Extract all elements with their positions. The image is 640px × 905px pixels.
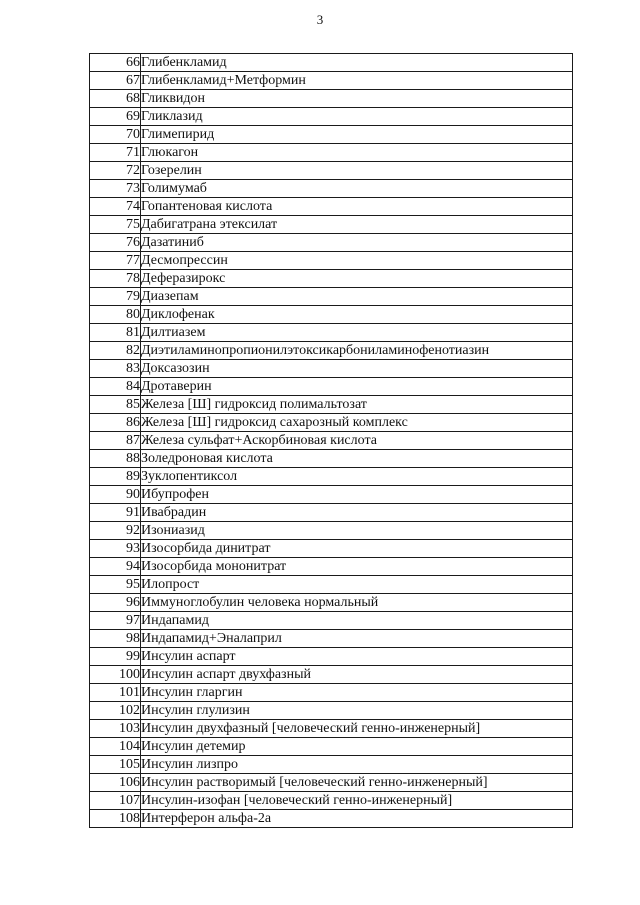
table-row: [90, 414, 573, 432]
table-row: [90, 792, 573, 810]
table-row: [90, 360, 573, 378]
drug-name: Гликлазид: [141, 108, 573, 126]
row-number: 71: [90, 144, 141, 162]
drug-name: Дазатиниб: [141, 234, 573, 252]
row-number: 92: [90, 522, 141, 540]
row-number: 76: [90, 234, 141, 252]
table-row: [90, 54, 573, 72]
row-number: 66: [90, 54, 141, 72]
table-row: [90, 810, 573, 828]
table-row: [90, 504, 573, 522]
drug-name: Изосорбида динитрат: [141, 540, 573, 558]
drug-name: Инсулин детемир: [141, 738, 573, 756]
table-row: [90, 738, 573, 756]
row-number: 85: [90, 396, 141, 414]
table-row: [90, 684, 573, 702]
drug-name: Голимумаб: [141, 180, 573, 198]
drug-name: Дилтиазем: [141, 324, 573, 342]
table-row: [90, 486, 573, 504]
page-number: 3: [316, 12, 324, 27]
drug-name: Илопрост: [141, 576, 573, 594]
drug-name: Интерферон альфа-2а: [141, 810, 573, 828]
drug-name: Золедроновая кислота: [141, 450, 573, 468]
drug-name: Диазепам: [141, 288, 573, 306]
table-row: [90, 288, 573, 306]
row-number: 93: [90, 540, 141, 558]
table-row: [90, 666, 573, 684]
table-row: [90, 450, 573, 468]
drug-name: Инсулин аспарт двухфазный: [141, 666, 573, 684]
row-number: 68: [90, 90, 141, 108]
table-row: [90, 756, 573, 774]
drug-name: Инсулин лизпро: [141, 756, 573, 774]
drug-name: Инсулин растворимый [человеческий генно-инженерный]: [141, 774, 573, 792]
drug-name: Индапамид: [141, 612, 573, 630]
row-number: 96: [90, 594, 141, 612]
drug-name: Диклофенак: [141, 306, 573, 324]
table-row: [90, 108, 573, 126]
table-row: [90, 72, 573, 90]
drug-name: Инсулин гларгин: [141, 684, 573, 702]
drug-name: Инсулин двухфазный [человеческий генно-инженерный]: [141, 720, 573, 738]
drug-name: Дротаверин: [141, 378, 573, 396]
row-number: 84: [90, 378, 141, 396]
row-number: 90: [90, 486, 141, 504]
drug-name: Зуклопентиксол: [141, 468, 573, 486]
row-number: 75: [90, 216, 141, 234]
drug-name: Инсулин аспарт: [141, 648, 573, 666]
row-number: 73: [90, 180, 141, 198]
row-number: 107: [90, 792, 141, 810]
drug-name: Железа сульфат+Аскорбиновая кислота: [141, 432, 573, 450]
table-row: [90, 252, 573, 270]
row-number: 98: [90, 630, 141, 648]
row-number: 87: [90, 432, 141, 450]
row-number: 77: [90, 252, 141, 270]
drug-name: Деферазирокс: [141, 270, 573, 288]
drug-name: Железа [Ш] гидроксид полимальтозат: [141, 396, 573, 414]
drug-table: [89, 53, 573, 828]
row-number: 94: [90, 558, 141, 576]
drug-name: Гопантеновая кислота: [141, 198, 573, 216]
drug-name: Иммуноглобулин человека нормальный: [141, 594, 573, 612]
row-number: 97: [90, 612, 141, 630]
table-row: [90, 198, 573, 216]
row-number: 91: [90, 504, 141, 522]
row-number: 88: [90, 450, 141, 468]
row-number: 74: [90, 198, 141, 216]
table-row: [90, 306, 573, 324]
table-row: [90, 648, 573, 666]
table-row: [90, 396, 573, 414]
table-row: [90, 180, 573, 198]
table-row: [90, 90, 573, 108]
table-row: [90, 630, 573, 648]
row-number: 106: [90, 774, 141, 792]
table-row: [90, 720, 573, 738]
table-row: [90, 342, 573, 360]
drug-name: Глюкагон: [141, 144, 573, 162]
row-number: 80: [90, 306, 141, 324]
table-row: [90, 612, 573, 630]
row-number: 82: [90, 342, 141, 360]
row-number: 81: [90, 324, 141, 342]
row-number: 83: [90, 360, 141, 378]
row-number: 101: [90, 684, 141, 702]
table-row: [90, 594, 573, 612]
table-row: [90, 774, 573, 792]
table-row: [90, 126, 573, 144]
table-row: [90, 558, 573, 576]
drug-name: Индапамид+Эналаприл: [141, 630, 573, 648]
table-body: [90, 54, 573, 828]
row-number: 108: [90, 810, 141, 828]
table-row: [90, 144, 573, 162]
drug-name: Железа [Ш] гидроксид сахарозный комплекс: [141, 414, 573, 432]
drug-name: Ибупрофен: [141, 486, 573, 504]
table-row: [90, 270, 573, 288]
table-row: [90, 378, 573, 396]
row-number: 69: [90, 108, 141, 126]
drug-name: Глибенкламид+Метформин: [141, 72, 573, 90]
row-number: 99: [90, 648, 141, 666]
drug-name: Глимепирид: [141, 126, 573, 144]
drug-name: Изосорбида мононитрат: [141, 558, 573, 576]
row-number: 95: [90, 576, 141, 594]
table-row: [90, 468, 573, 486]
row-number: 67: [90, 72, 141, 90]
row-number: 72: [90, 162, 141, 180]
drug-name: Ивабрадин: [141, 504, 573, 522]
drug-name: Инсулин-изофан [человеческий генно-инженерный]: [141, 792, 573, 810]
row-number: 102: [90, 702, 141, 720]
drug-name: Дабигатрана этексилат: [141, 216, 573, 234]
drug-name: Инсулин глулизин: [141, 702, 573, 720]
row-number: 86: [90, 414, 141, 432]
table-row: [90, 522, 573, 540]
row-number: 78: [90, 270, 141, 288]
row-number: 105: [90, 756, 141, 774]
table-row: [90, 162, 573, 180]
table-row: [90, 432, 573, 450]
table-row: [90, 216, 573, 234]
row-number: 79: [90, 288, 141, 306]
drug-name: Изониазид: [141, 522, 573, 540]
table-row: [90, 576, 573, 594]
table-row: [90, 234, 573, 252]
drug-name: Гозерелин: [141, 162, 573, 180]
drug-name: Гликвидон: [141, 90, 573, 108]
row-number: 70: [90, 126, 141, 144]
drug-name: Десмопрессин: [141, 252, 573, 270]
drug-name: Глибенкламид: [141, 54, 573, 72]
table-row: [90, 702, 573, 720]
drug-name: Диэтиламинопропионилэтоксикарбониламинофенотиазин: [141, 342, 573, 360]
row-number: 89: [90, 468, 141, 486]
row-number: 104: [90, 738, 141, 756]
row-number: 100: [90, 666, 141, 684]
table-row: [90, 324, 573, 342]
drug-name: Доксазозин: [141, 360, 573, 378]
table-row: [90, 540, 573, 558]
row-number: 103: [90, 720, 141, 738]
